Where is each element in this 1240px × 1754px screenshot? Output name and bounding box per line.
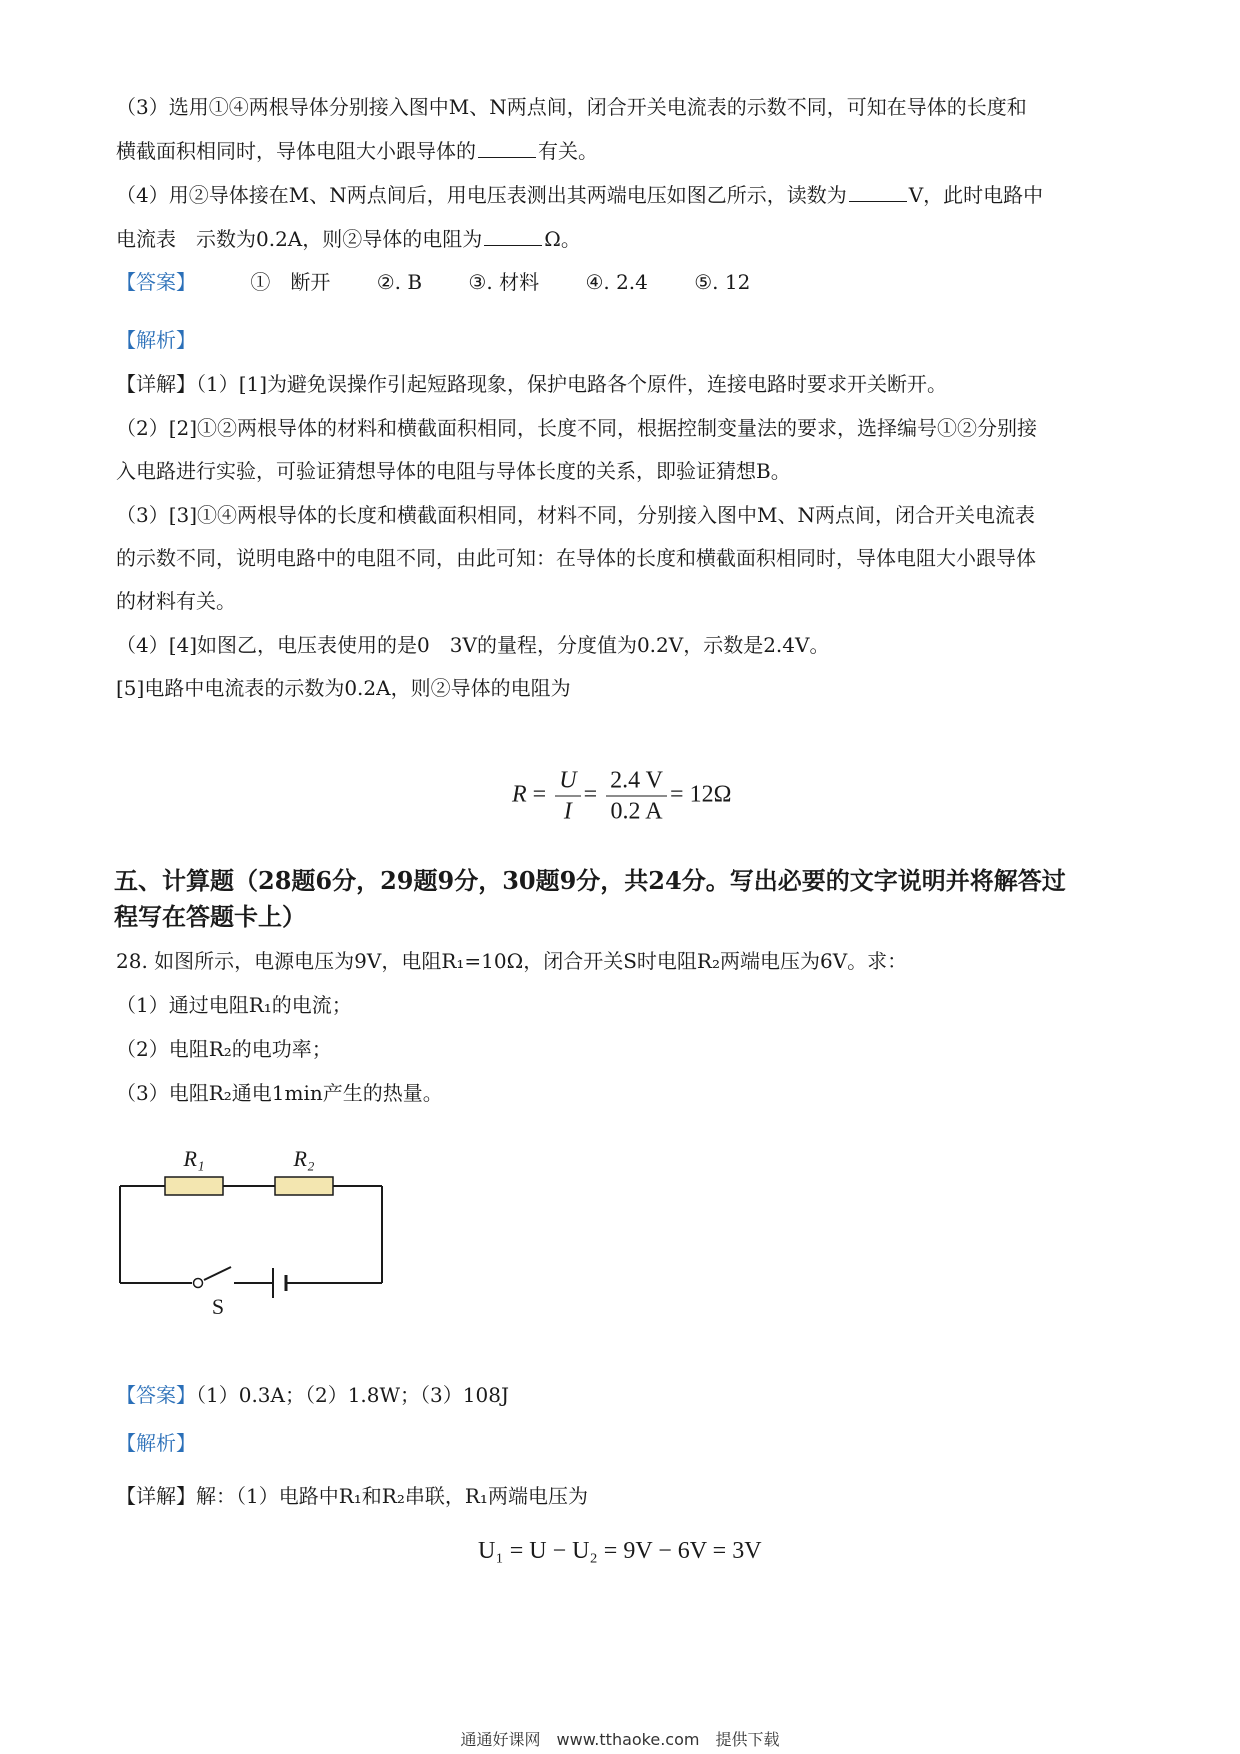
fraction-numerator: U [555,767,580,797]
q27-detail3-line1: （3）[3]①④两根导体的长度和横截面积相同，材料不同，分别接入图中M、N两点间，闭合开关电流表 [116,503,1036,527]
q28-answer-text: （1）0.3A；（2）1.8W；（3）108J [196,1383,509,1407]
answer-item-5: ⑤. 12 [694,270,751,294]
formula-lhs: R [512,781,527,808]
q28-detail1 [116,1481,1126,1511]
answer-tag: 【答案】 [116,1383,196,1407]
page-footer: 通通好课网 www.tthaoke.com 提供下载 [460,1730,780,1749]
q27-part4-line1 [116,180,1126,210]
resistor-r2 [275,1177,333,1195]
r2-label: R₂ [293,1146,315,1171]
fraction-numerator-value: 2.4 V [606,767,667,797]
q28-sub3: （3）电阻R₂通电1min产生的热量。 [116,1081,443,1105]
answer-blank [478,137,536,158]
q28-stem: 28. 如图所示，电源电压为9V，电阻R₁=10Ω，闭合开关S时电阻R₂两端电压为6V。求： [116,949,908,973]
voltage-formula: U₁ = U − U₂ = 9V − 6V = 3V [478,1538,762,1564]
q27-detail2-line2: 入电路进行实验，可验证猜想导体的电阻与导体长度的关系，即验证猜想B。 [116,459,791,483]
q27-detail2-line1: （2）[2]①②两根导体的材料和横截面积相同，长度不同，根据控制变量法的要求，选择编号①②分别接 [116,416,1038,440]
switch-pivot [194,1279,203,1288]
q27-part4-text-a: （4）用②导体接在M、N两点间后，用电压表测出其两端电压如图乙所示，读数为 [116,183,847,207]
answer-blank [849,181,907,202]
q27-part3-line2 [116,136,1126,166]
fraction-denominator-value: 0.2 A [610,798,663,825]
section-title-line1: 五、计算题（28题6分，29题9分，30题9分，共24分。写出必要的文字说明并将解答过 [114,866,1066,895]
q27-part4-line2 [116,224,1126,254]
formula-result: 12Ω [689,781,732,808]
q27-analysis-tag: 【解析】 [116,328,196,352]
q27-part4-text-d: Ω。 [544,227,581,251]
q28-answer-line [116,1380,1126,1410]
q28-detail1-text: 解：（1）电路中R₁和R₂串联，R₁两端电压为 [196,1484,588,1508]
q27-detail1 [116,369,1126,399]
q27-part4-text-b: V，此时电路中 [908,183,1044,207]
detail-tag: 【详解】 [116,1484,196,1508]
q28-sub2: （2）电阻R₂的电功率； [116,1037,332,1061]
q28-analysis-tag: 【解析】 [116,1431,196,1455]
r1-label: R₁ [183,1146,205,1171]
resistor-r1 [165,1177,223,1195]
resistance-formula: R = $\frac{U}{I}$ = $\frac{2.4 V}{0.2 A}$ = 12Ω [512,767,732,825]
answer-item-2: ②. B [376,270,423,294]
answer-blank [484,225,542,246]
q27-part4-text-c: 电流表 示数为0.2A，则②导体的电阻为 [116,227,483,251]
q27-part3-text-b: 有关。 [538,139,598,163]
q27-detail1-text: （1）[1]为避免误操作引起短路现象，保护电路各个原件，连接电路时要求开关断开。 [196,372,948,396]
q27-detail3-line2: 的示数不同，说明电路中的电阻不同，由此可知：在导体的长度和横截面积相同时，导体电阻大小跟导体 [116,546,1036,570]
q27-detail3-line3: 的材料有关。 [116,589,236,613]
answer-tag: 【答案】 [116,270,196,294]
q27-detail5: [5]电路中电流表的示数为0.2A，则②导体的电阻为 [116,676,571,700]
answer-item-4: ④. 2.4 [585,270,648,294]
answer-item-1: ① 断开 [250,270,331,294]
q27-part3-text-a: 横截面积相同时，导体电阻大小跟导体的 [116,139,476,163]
fraction-values [606,767,667,826]
q27-part3-line1: （3）选用①④两根导体分别接入图中M、N两点间，闭合开关电流表的示数不同，可知在导体的长度和 [116,95,1027,119]
switch-label: S [211,1294,225,1319]
section-title-line2: 程写在答题卡上） [114,902,306,931]
fraction-denominator: I [563,798,572,825]
circuit-diagram [110,1140,400,1320]
detail-tag: 【详解】 [116,372,196,396]
answer-item-3: ③. 材料 [468,270,540,294]
q27-detail4: （4）[4]如图乙，电压表使用的是0 3V的量程，分度值为0.2V，示数是2.4V。 [116,633,830,657]
q27-answer-line [116,267,1126,297]
fraction-u-over-i [555,767,580,826]
q28-sub1: （1）通过电阻R₁的电流； [116,993,352,1017]
